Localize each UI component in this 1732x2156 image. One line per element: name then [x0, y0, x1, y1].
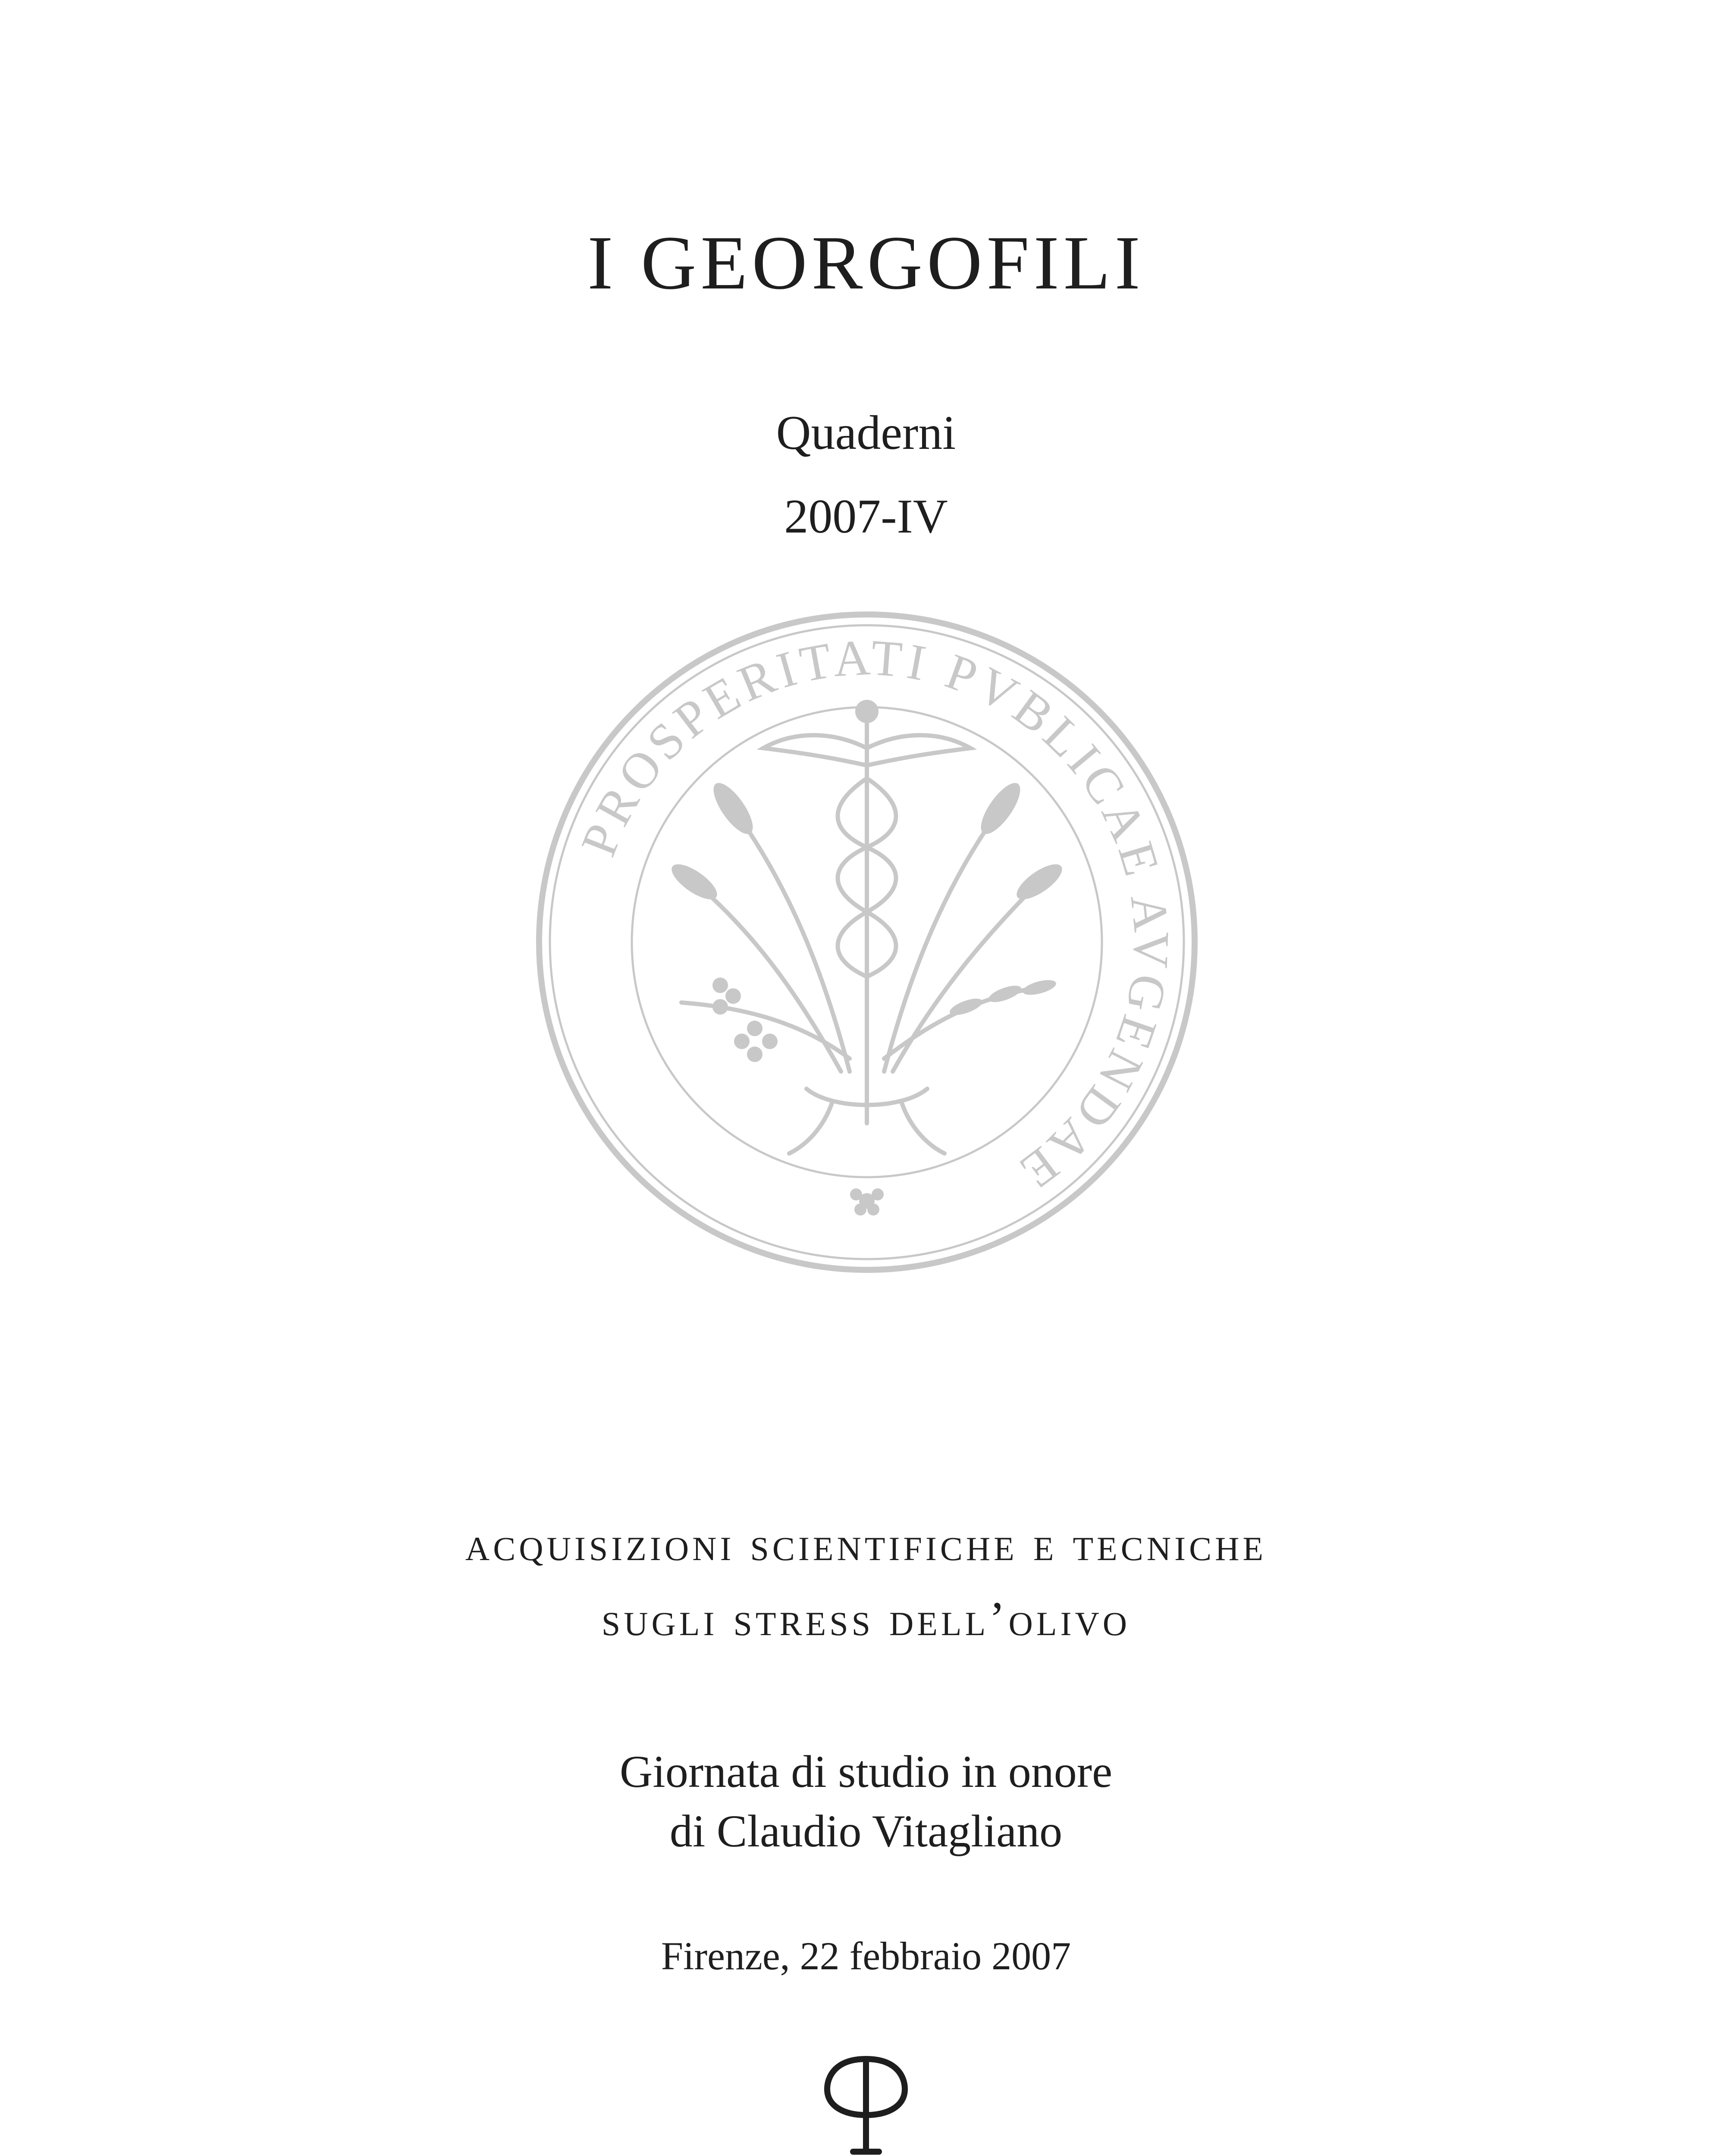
publisher-logo-icon	[823, 2042, 909, 2156]
book-subtitle-line-2: di Claudio Vitagliano	[669, 1805, 1063, 1856]
series-title: I GEORGOFILI	[587, 220, 1145, 305]
academy-seal-image	[530, 606, 1203, 1279]
book-subtitle	[0, 1742, 1732, 1861]
book-title-line-1: acquisizioni scientifiche e tecniche	[465, 1517, 1267, 1571]
series-name: Quaderni	[776, 406, 956, 460]
book-title-line-2: sugli stress dell’olivo	[601, 1592, 1131, 1646]
series-issue: 2007-IV	[784, 490, 948, 543]
book-title	[0, 1507, 1732, 1657]
place-date: Firenze, 22 febbraio 2007	[661, 1934, 1071, 1978]
seal-motto: PROSPERITATI PVBLICAE AVGENDAE	[570, 629, 1180, 1203]
book-subtitle-line-1: Giornata di studio in onore	[619, 1746, 1113, 1797]
